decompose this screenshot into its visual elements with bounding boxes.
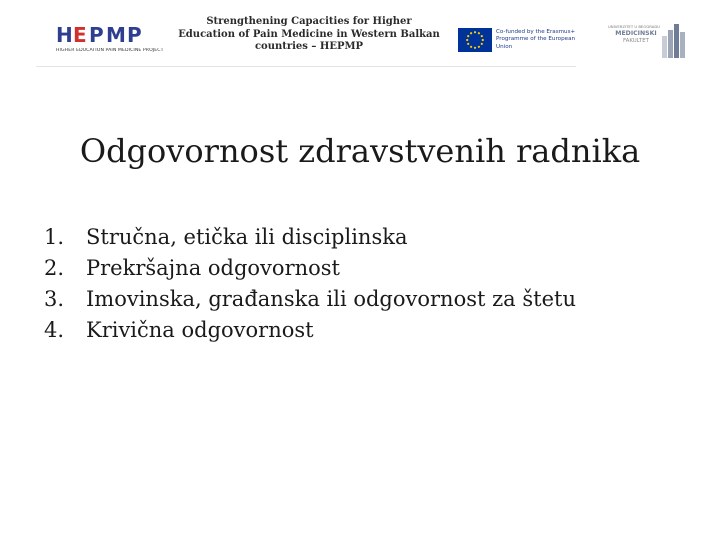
list-item-number: 1. xyxy=(44,225,65,249)
svg-text:E: E xyxy=(73,24,87,46)
svg-text:H: H xyxy=(56,24,73,46)
list-item-text: Prekršajna odgovornost xyxy=(86,256,340,280)
hepmp-logo xyxy=(56,24,176,60)
list-item-text: Imovinska, građanska ili odgovornost za štetu xyxy=(86,287,576,311)
faculty-name: MEDICINSKI xyxy=(615,30,657,37)
slide-title: Odgovornost zdravstvenih radnika xyxy=(79,132,641,170)
list-item-number: 4. xyxy=(44,318,65,342)
list-item-text: Stručna, etička ili disciplinska xyxy=(86,225,408,249)
faculty-subname: FAKULTET xyxy=(623,38,649,44)
list-item-number: 3. xyxy=(44,287,65,311)
eu-flag-icon xyxy=(458,28,492,52)
list-item-text: Krivična odgovornost xyxy=(86,318,314,342)
list-item xyxy=(44,253,576,284)
faculty-building-icon xyxy=(662,22,688,58)
list-item xyxy=(44,284,576,315)
svg-text:M: M xyxy=(106,24,126,46)
hepmp-wordmark-image xyxy=(56,24,176,46)
svg-text:P: P xyxy=(127,24,142,46)
hepmp-subtitle: HIGHER EDUCATION PAIN MEDICINE PROJECT xyxy=(56,48,164,53)
list-item-number: 2. xyxy=(44,256,65,280)
eu-cofunding-logo xyxy=(458,28,576,54)
faculty-logo xyxy=(604,20,688,60)
faculty-university-label: UNIVERZITET U BEOGRADU xyxy=(608,24,660,29)
list-item xyxy=(44,222,576,253)
project-title: Strengthening Capacities for Higher Education of Pain Medicine in Western Balkan countries – HEPMP xyxy=(178,16,440,52)
header-banner xyxy=(36,14,576,67)
svg-text:P: P xyxy=(89,24,104,46)
eu-cofunding-text: Co-funded by the Erasmus+ Programme of the European Union xyxy=(496,29,576,50)
list-item xyxy=(44,315,576,346)
responsibility-list xyxy=(44,222,576,346)
